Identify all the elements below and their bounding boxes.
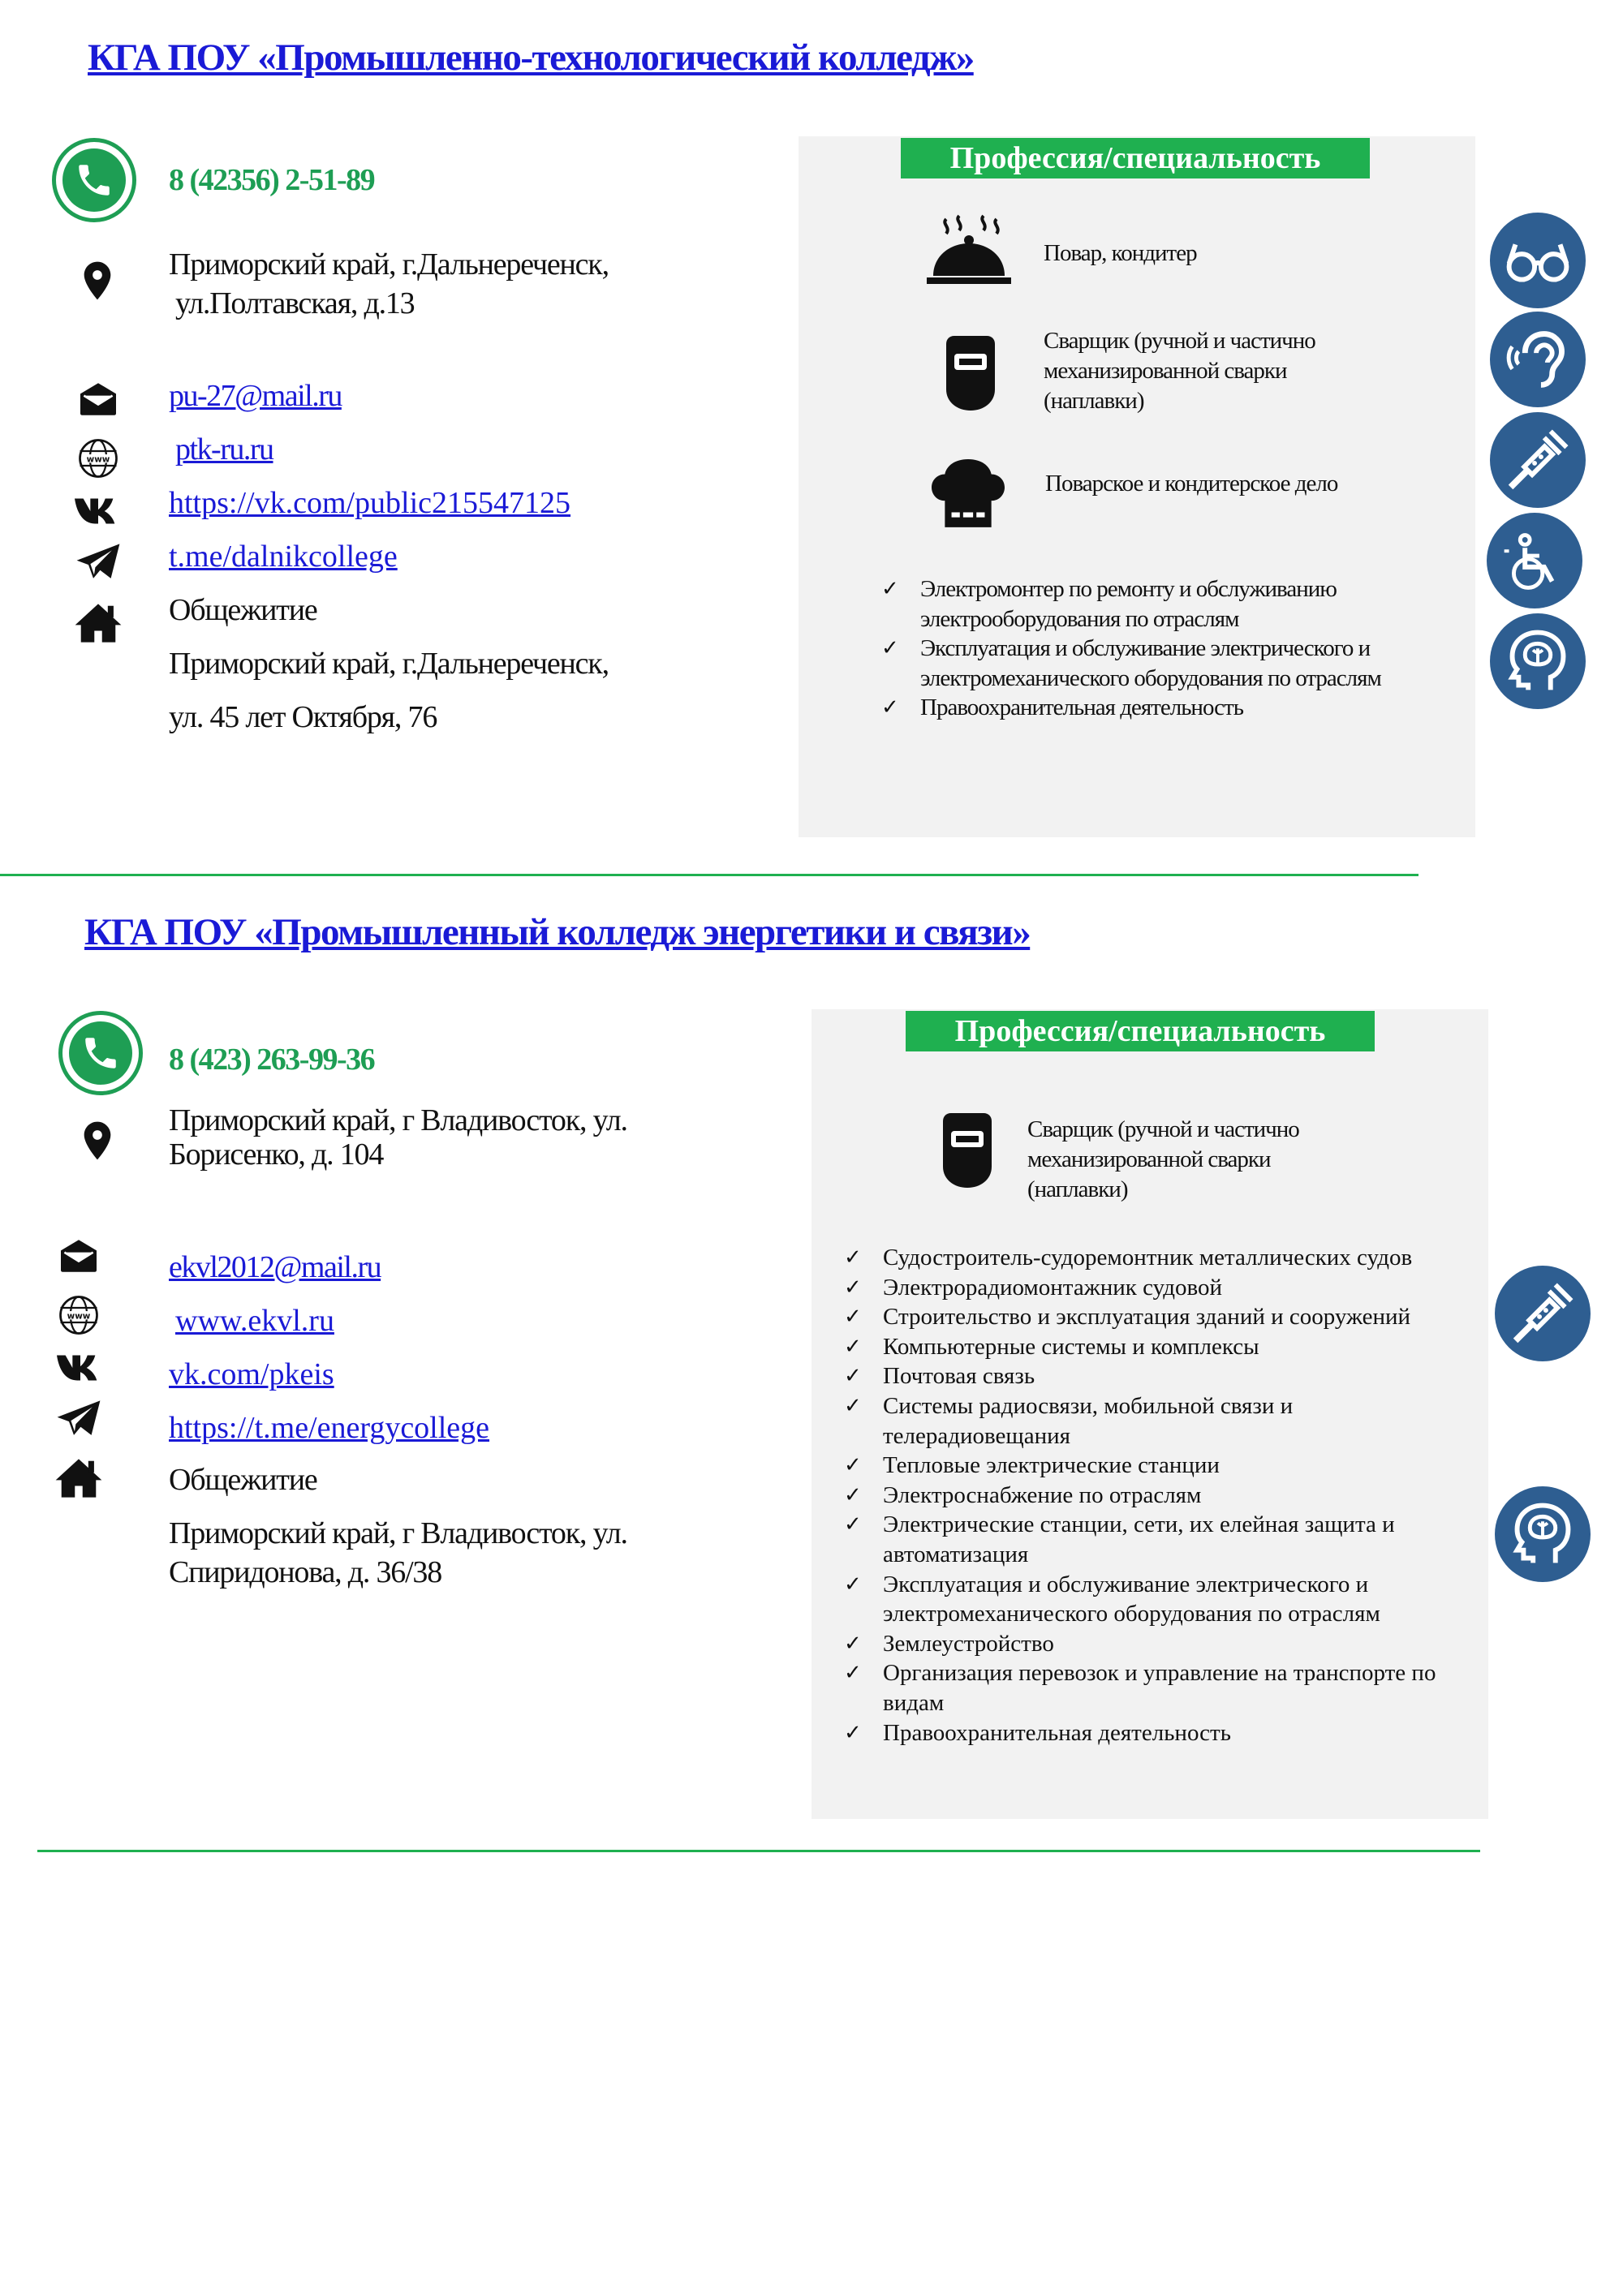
list-item: ✓ Системы радиосвязи, мобильной связи и телерадиовещания xyxy=(844,1391,1469,1451)
ear-icon xyxy=(1490,312,1586,407)
vk-icon xyxy=(75,497,122,526)
glasses-icon xyxy=(1490,213,1586,308)
dorm-address-line2: ул. 45 лет Октября, 76 xyxy=(169,700,437,734)
wheelchair-icon xyxy=(1487,513,1582,608)
profession-label: Сварщик (ручной и частично xyxy=(1044,328,1315,354)
college1-title[interactable]: КГА ПОУ «Промышленно-технологический колледж» xyxy=(88,37,974,79)
list-item: ✓ Землеустройство xyxy=(844,1629,1469,1659)
list-item: ✓ Организация перевозок и управление на транспорте по видам xyxy=(844,1658,1469,1718)
dorm-address-line2: Спиридонова, д. 36/38 xyxy=(169,1555,442,1589)
profession-label: механизированной сварки xyxy=(1027,1146,1271,1172)
list-item: ✓ Эксплуатация и обслуживание электрического и электромеханического оборудования по отраслям xyxy=(881,634,1449,693)
phone-number[interactable]: 8 (423) 263-99-36 xyxy=(169,1043,375,1077)
profession-label: Поварское и кондитерское дело xyxy=(1045,471,1338,497)
telegram-icon xyxy=(75,542,122,581)
list-item: ✓ Компьютерные системы и комплексы xyxy=(844,1332,1469,1362)
welding-mask-icon xyxy=(936,1111,998,1189)
list-item: ✓ Тепловые электрические станции xyxy=(844,1451,1469,1481)
vk-link[interactable]: vk.com/pkeis xyxy=(169,1357,334,1391)
list-item: ✓ Электрические станции, сети, их елейная защита и автоматизация xyxy=(844,1510,1469,1569)
head-brain-icon xyxy=(1495,1486,1591,1582)
globe-www-icon xyxy=(76,436,120,480)
profession-label: Повар, кондитер xyxy=(1044,240,1197,266)
profession-label: (наплавки) xyxy=(1027,1176,1128,1202)
chef-hat-icon xyxy=(932,458,1005,531)
phone-icon xyxy=(58,1011,143,1095)
phone-number[interactable]: 8 (42356) 2-51-89 xyxy=(169,163,375,197)
svg-text:www: www xyxy=(86,454,110,465)
address-line2: ул.Полтавская, д.13 xyxy=(175,286,415,320)
envelope-icon xyxy=(76,381,120,417)
email-link[interactable]: pu-27@mail.ru xyxy=(169,379,342,413)
dorm-address-line1: Приморский край, г Владивосток, ул. xyxy=(169,1516,627,1550)
list-item: ✓ Электромонтер по ремонту и обслуживанию электрооборудования по отраслям xyxy=(881,574,1449,634)
profession-label: механизированной сварки xyxy=(1044,358,1287,384)
professions-header: Профессия/специальность xyxy=(901,138,1370,178)
envelope-icon xyxy=(57,1238,101,1274)
dorm-address-line1: Приморский край, г.Дальнереченск, xyxy=(169,647,609,681)
specialties-list xyxy=(881,574,1449,723)
list-item: ✓ Правоохранительная деятельность xyxy=(881,693,1449,723)
list-item: ✓ Электрорадиомонтажник судовой xyxy=(844,1273,1469,1303)
profession-label: Сварщик (ручной и частично xyxy=(1027,1116,1299,1142)
website-link[interactable]: ptk-ru.ru xyxy=(175,432,273,467)
list-item: ✓ Эксплуатация и обслуживание электрического и электромеханического оборудования по отраслям xyxy=(844,1570,1469,1629)
list-item: ✓ Электроснабжение по отраслям xyxy=(844,1481,1469,1511)
email-link[interactable]: ekvl2012@mail.ru xyxy=(169,1250,381,1284)
crutch-icon xyxy=(1495,1266,1591,1361)
profession-label: (наплавки) xyxy=(1044,388,1144,414)
svg-text:www: www xyxy=(67,1311,91,1322)
professions-header: Профессия/специальность xyxy=(906,1011,1375,1051)
crutch-icon xyxy=(1490,412,1586,508)
welding-mask-icon xyxy=(940,334,1001,412)
specialties-list xyxy=(844,1243,1469,1748)
section-divider xyxy=(0,874,1419,876)
vk-link[interactable]: https://vk.com/public215547125 xyxy=(169,486,571,520)
dorm-label: Общежитие xyxy=(169,593,317,627)
location-pin-icon xyxy=(75,1118,120,1163)
phone-icon xyxy=(52,138,136,222)
list-item: ✓ Правоохранительная деятельность xyxy=(844,1718,1469,1748)
website-link[interactable]: www.ekvl.ru xyxy=(175,1304,334,1338)
telegram-link[interactable]: t.me/dalnikcollege xyxy=(169,540,398,574)
location-pin-icon xyxy=(75,258,120,303)
list-item: ✓ Почтовая связь xyxy=(844,1361,1469,1391)
globe-www-icon xyxy=(57,1293,101,1337)
telegram-icon xyxy=(55,1399,102,1438)
vk-icon xyxy=(57,1353,104,1382)
home-icon xyxy=(75,602,122,644)
list-item: ✓ Строительство и эксплуатация зданий и сооружений xyxy=(844,1302,1469,1332)
section-divider xyxy=(37,1850,1480,1852)
address-line2: Борисенко, д. 104 xyxy=(169,1137,384,1172)
cloche-icon xyxy=(927,214,1011,286)
college2-title[interactable]: КГА ПОУ «Промышленный колледж энергетики и связи» xyxy=(84,911,1031,953)
list-item: ✓ Судостроитель-судоремонтник металлических судов xyxy=(844,1243,1469,1273)
home-icon xyxy=(55,1457,102,1499)
address-line1: Приморский край, г.Дальнереченск, xyxy=(169,247,609,282)
telegram-link[interactable]: https://t.me/energycollege xyxy=(169,1411,490,1445)
address-line1: Приморский край, г Владивосток, ул. xyxy=(169,1103,627,1137)
head-brain-icon xyxy=(1490,613,1586,709)
dorm-label: Общежитие xyxy=(169,1463,317,1497)
